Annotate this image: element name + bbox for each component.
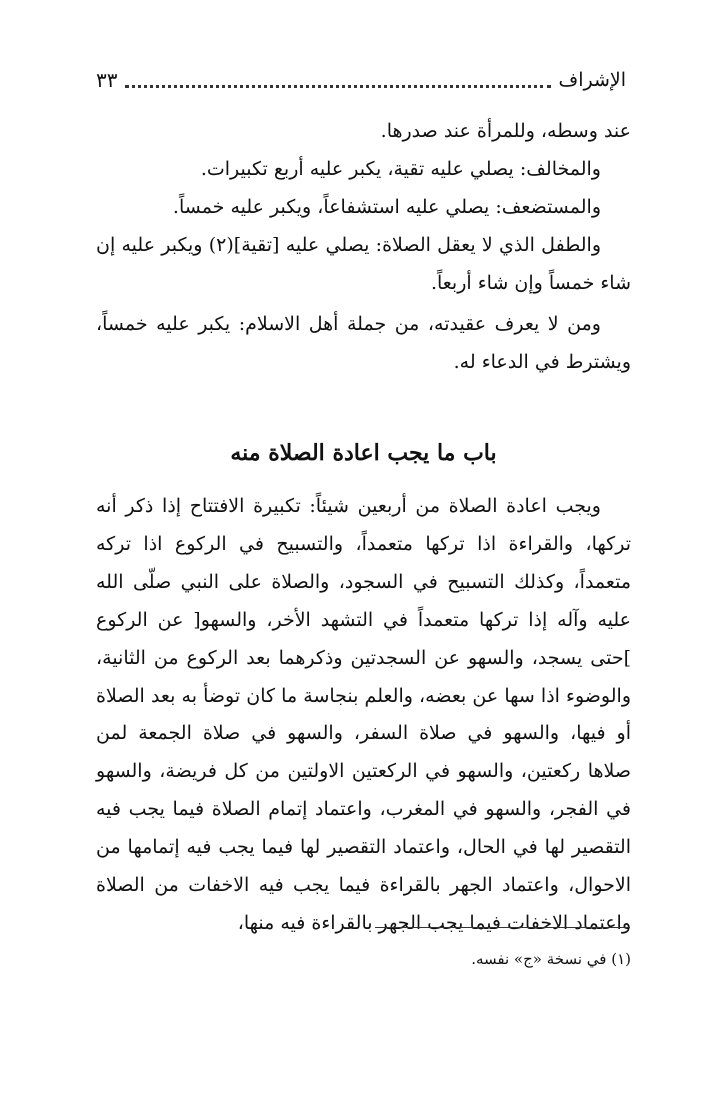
paragraph: والمخالف: يصلي عليه تقية، يكبر عليه أربع تكبيرات. bbox=[200, 158, 601, 180]
paragraph: ويجب اعادة الصلاة من أربعين شيئاً: تكبيرة الافتتاح إذا ذكر أنه تركها، والقراءة اذا تركها متعمداً، والتسبيح في الركوع اذا تركه متعمداً، وكذلك التسبيح في السجود، والصلاة على النبي صلّى الله عليه وآله إذا تركها متعمداً في التشهد الأخر، والسهو[ عن الركوع ]حتى يسجد، والسهو عن السجدتين وذكرهما بعد الركوع من الثانية، والوضوء اذا سها عن بعضه، والعلم بنجاسة ما كان توضأ به بعد الصلاة أو فيها، والسهو في صلاة السفر، والسهو في صلاة الجمعة لمن صلاها ركعتين، والسهو في الركعتين الاولتين من كل فريضة، والسهو في الفجر، والسهو في المغرب، واعتماد إتمام الصلاة فيما يجب فيه التقصير لها في الحال، واعتماد التقصير لها فيما يجب فيه إتمامها من الاحوال، واعتماد الجهر بالقراءة فيما يجب فيه الاخفات من الصلاة واعتماد الاخفات فيما يجب الجهر بالقراءة فيه منها، bbox=[96, 495, 632, 934]
running-title: الإشراف bbox=[558, 69, 626, 91]
text-block-2 bbox=[96, 305, 631, 381]
text-block-3 bbox=[96, 488, 631, 943]
page-number: ٣٣ bbox=[96, 68, 118, 92]
section-heading: باب ما يجب اعادة الصلاة منه bbox=[230, 440, 497, 466]
paragraph: عند وسطه، وللمرأة عند صدرها. bbox=[380, 120, 631, 142]
leader-dots bbox=[125, 73, 550, 88]
paragraph: والطفل الذي لا يعقل الصلاة: يصلي عليه [تقية](٢) ويكبر عليه إن شاء خمساً وإن شاء أربعاً. bbox=[96, 234, 631, 294]
running-header bbox=[96, 64, 626, 96]
paragraph: ومن لا يعرف عقيدته، من جملة أهل الاسلام: يكبر عليه خمساً، ويشترط في الدعاء له. bbox=[96, 313, 631, 373]
footnote-divider bbox=[375, 927, 630, 928]
footnote: (١) في نسخة «ج» نفسه. bbox=[471, 950, 631, 968]
paragraph: والمستضعف: يصلي عليه استشفاعاً، ويكبر عليه خمساً. bbox=[172, 196, 601, 218]
text-block-1 bbox=[96, 112, 631, 302]
